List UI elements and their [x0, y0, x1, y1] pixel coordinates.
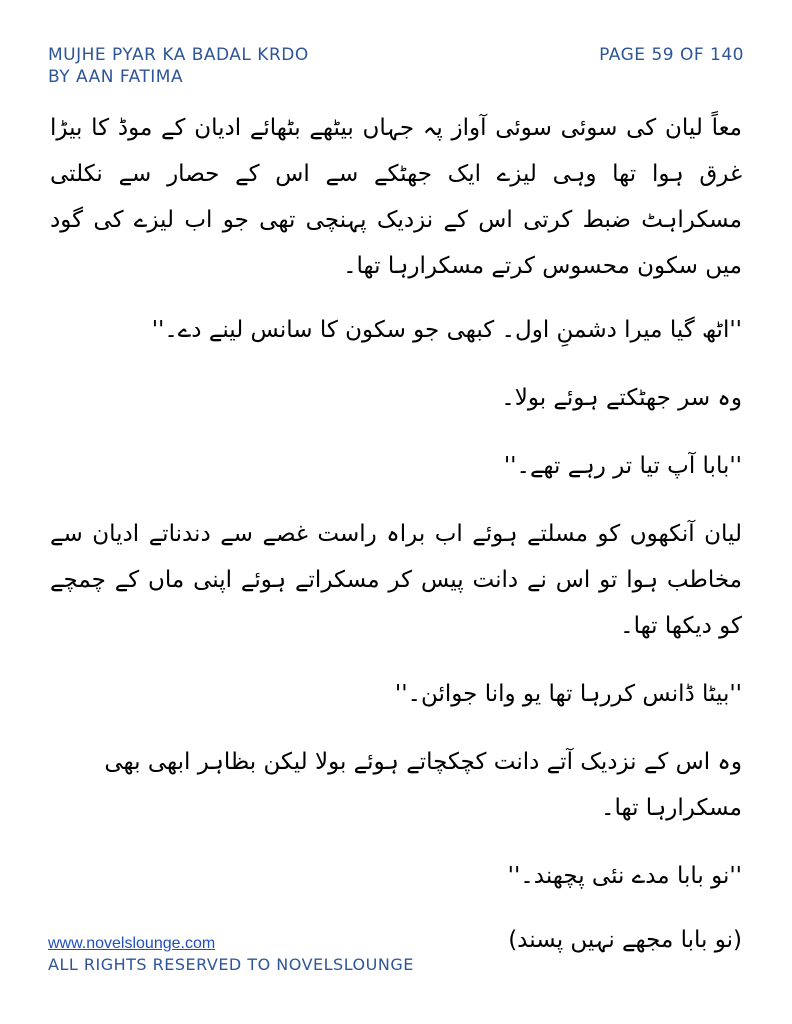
paragraph-6: ''بیٹا ڈانس کررہا تھا یو وانا جوائن۔'' — [394, 681, 742, 707]
website-link[interactable]: www.novelslounge.com — [48, 935, 216, 952]
paragraph-4: ''بابا آپ تیا تر رہے تھے۔'' — [503, 453, 742, 479]
header-left — [48, 44, 309, 88]
rights-notice: ALL RIGHTS RESERVED TO NOVELSLOUNGE — [48, 955, 414, 974]
paragraph-8: ''نو بابا مدے نئی پچھند۔'' — [507, 863, 742, 889]
paragraph-5: لیان آنکھوں کو مسلتے ہوئے اب براہ راست غصے سے دندناتے ادیان سے مخاطب ہوا تو اس نے دانت پیس کر مسکراتے ہوئے اپنی ماں کے چمچے کو دیکھا تھا۔ — [50, 521, 742, 639]
novel-title: MUJHE PYAR KA BADAL KRDO — [48, 45, 309, 65]
header-right — [599, 44, 744, 66]
page-header — [48, 44, 744, 92]
story-body — [50, 105, 742, 963]
page-footer — [48, 934, 414, 976]
paragraph-1: معاً لیان کی سوئی سوئی آواز پہ جہاں بیٹھے بٹھائے ادیان کے موڈ کا بیڑا غرق ہوا تھا وہی لیزے ایک جھٹکے سے اس کے حصار سے نکلتی مسکراہٹ ضبط کرتی اس کے نزدیک پہنچی تھی جو اب لیزے کی گود میں سکون محسوس کرتے مسکرارہا تھا۔ — [50, 115, 742, 279]
page-number: PAGE 59 OF 140 — [599, 45, 744, 65]
paragraph-3: وہ سر جھٹکتے ہوئے بولا۔ — [501, 385, 742, 411]
paragraph-7: وہ اس کے نزدیک آتے دانت کچکچاتے ہوئے بولا لیکن بظاہر ابھی بھی مسکرارہا تھا۔ — [104, 749, 742, 821]
author-name: BY AAN FATIMA — [48, 67, 184, 87]
paragraph-2: ''اٹھ گیا میرا دشمنِ اول۔ کبھی جو سکون کا سانس لینے دے۔'' — [151, 317, 742, 343]
paragraph-9: (نو بابا مجھے نہیں پسند) — [508, 927, 742, 953]
